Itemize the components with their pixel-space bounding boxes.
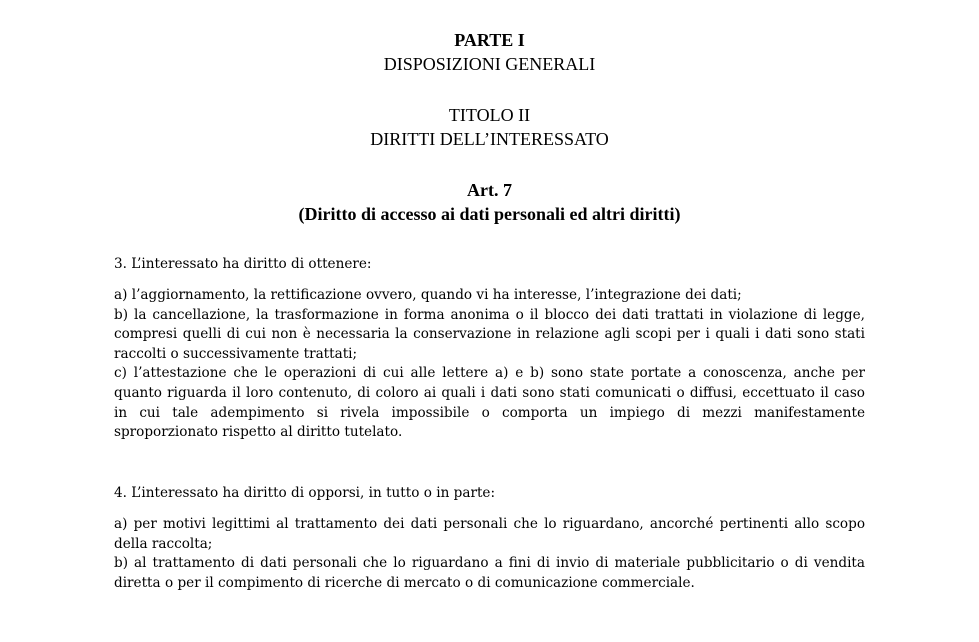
section-4-item-a: a) per motivi legittimi al trattamento dei dati personali che lo riguardano, ancorché pertinenti allo scopo della raccolta; <box>114 516 865 552</box>
section-4-items <box>114 515 865 593</box>
section-4-item-b: b) al trattamento di dati personali che lo riguardano a fini di invio di materiale pubblicitario o di vendita diretta o per il compimento di ricerche di mercato o di comunicazione commerciale. <box>114 555 865 591</box>
section-4-intro <box>114 484 865 504</box>
article-heading: Art. 7 <box>467 180 512 200</box>
section-3-intro <box>114 255 865 275</box>
section-3-item-b: b) la cancellazione, la trasformazione in forma anonima o il blocco dei dati trattati in violazione di legge, compresi quelli di cui non è necessaria la conservazione in relazione agli scopi per i quali i dati sono stati raccolti o successivamente trattati; <box>114 306 865 362</box>
title-name: DIRITTI DELL’INTERESSATO <box>370 129 609 149</box>
section-3-intro-text: 3. L’interessato ha diritto di ottenere: <box>114 256 372 272</box>
part-heading: PARTE I <box>454 30 525 50</box>
section-3-item-a: a) l’aggiornamento, la rettificazione ovvero, quando vi ha interesse, l’integrazione dei dati; <box>114 287 742 303</box>
part-title: DISPOSIZIONI GENERALI <box>383 54 596 74</box>
section-3-items <box>114 286 865 443</box>
section-3-item-c: c) l’attestazione che le operazioni di cui alle lettere a) e b) sono state portate a conoscenza, anche per quanto riguarda il loro contenuto, di coloro ai quali i dati sono stati comunicati o diffusi, eccettuato il caso in cui tale adempimento si rivela impossibile o comporta un impiego di mezzi manifestamente sproporzionato rispetto al diritto tutelato. <box>114 365 865 441</box>
article-title: (Diritto di accesso ai dati personali ed altri diritti) <box>298 204 681 224</box>
title-heading: TITOLO II <box>448 105 531 125</box>
section-4-intro-text: 4. L’interessato ha diritto di opporsi, in tutto o in parte: <box>114 485 496 501</box>
